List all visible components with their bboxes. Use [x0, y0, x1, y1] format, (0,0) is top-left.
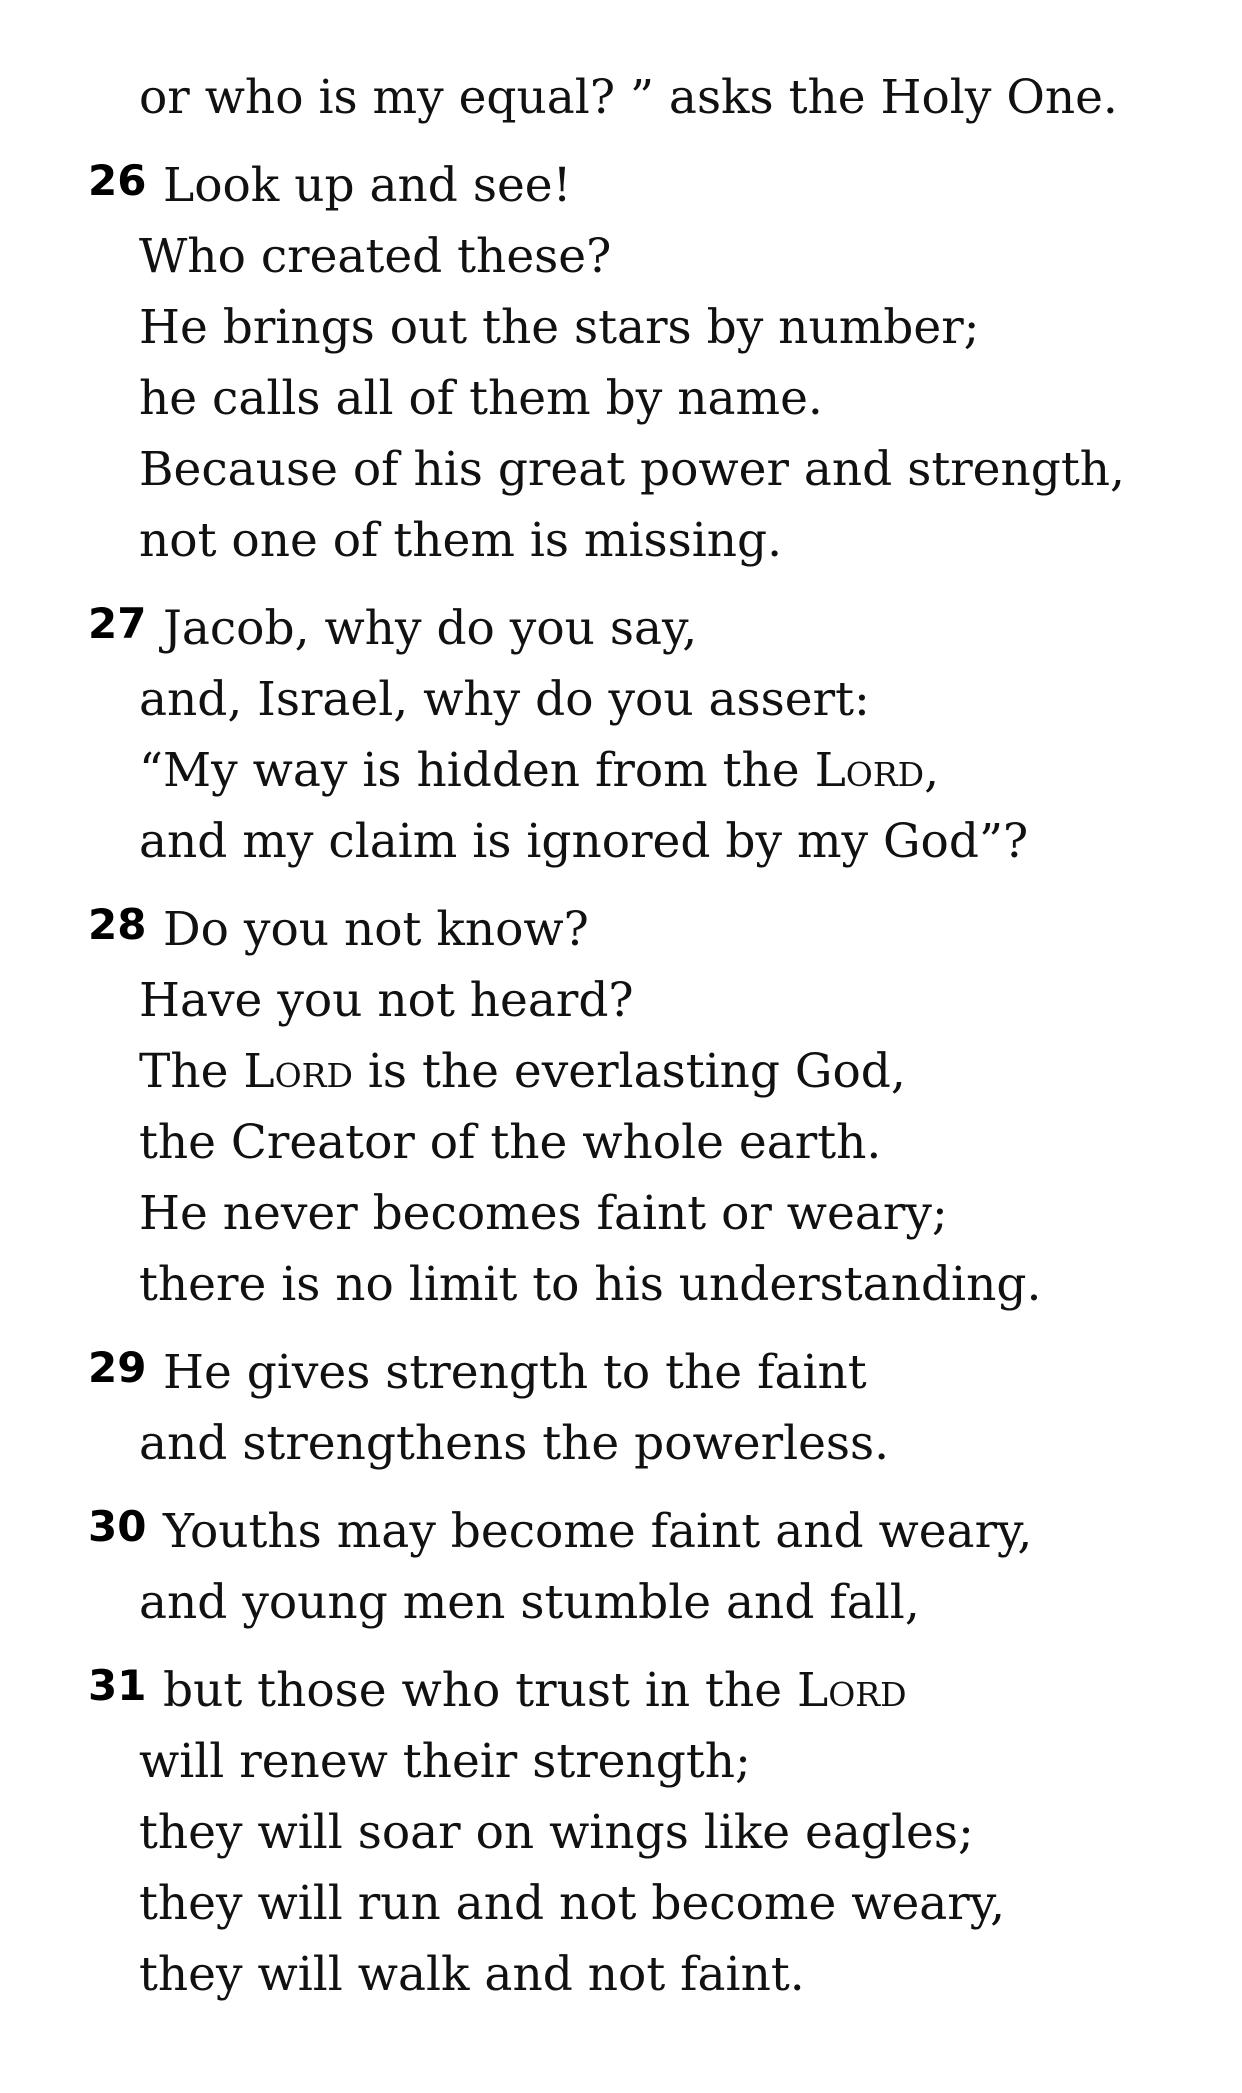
verse-line-text: The	[139, 1044, 244, 1099]
verse-line	[0, 1655, 1242, 1726]
verse-line: and my claim is ignored by my God”?	[139, 814, 1029, 869]
verse-line: Do you not know?	[163, 902, 589, 957]
verse-line: they will run and not become weary,	[139, 1876, 1006, 1931]
verse-line-text: is the everlasting God,	[352, 1044, 906, 1099]
verse-line: Look up and see!	[163, 158, 572, 213]
verse-number: 27	[88, 599, 147, 648]
lord-small-caps: Lord	[243, 1044, 353, 1099]
verse-30	[0, 1496, 1242, 1638]
verse-line: Who created these?	[139, 229, 612, 284]
verse-line: or who is my equal? ” asks the Holy One.	[139, 70, 1118, 125]
verse-line: Youths may become faint and weary,	[163, 1504, 1033, 1559]
verse-line: He never becomes faint or weary;	[139, 1186, 948, 1241]
verse-line: they will walk and not faint.	[139, 1947, 805, 2002]
verse-line: and strengthens the powerless.	[139, 1416, 890, 1471]
verse-26	[0, 150, 1242, 576]
verse-line-text: ,	[924, 743, 940, 798]
verse-number: 26	[88, 156, 147, 205]
lord-small-caps: Lord	[814, 743, 925, 798]
verse-line: and, Israel, why do you assert:	[139, 672, 870, 727]
verse-number: 30	[88, 1502, 147, 1551]
verse-line: will renew their strength;	[139, 1734, 751, 1789]
verse-line: Have you not heard?	[139, 973, 634, 1028]
verse-27	[0, 593, 1242, 877]
verse-28	[0, 894, 1242, 1320]
verse-number: 28	[88, 900, 147, 949]
scripture-passage	[0, 62, 1242, 2010]
verse-line: not one of them is missing.	[139, 513, 783, 568]
verse-line: there is no limit to his understanding.	[139, 1257, 1042, 1312]
verse-line: Because of his great power and strength,	[139, 442, 1125, 497]
lord-small-caps: Lord	[796, 1663, 907, 1718]
verse-line: the Creator of the whole earth.	[139, 1115, 882, 1170]
verse-line: they will soar on wings like eagles;	[139, 1805, 974, 1860]
verse-line	[0, 735, 1242, 806]
verse-line-text: but those who trust in the	[163, 1663, 797, 1718]
verse-line-text: “My way is hidden from the	[139, 743, 815, 798]
verse-line	[0, 1036, 1242, 1107]
verse-line: Jacob, why do you say,	[163, 601, 698, 656]
verse-line: he calls all of them by name.	[139, 371, 823, 426]
verse-line: and young men stumble and fall,	[139, 1575, 920, 1630]
verse-line: He brings out the stars by number;	[139, 300, 980, 355]
verse-29	[0, 1337, 1242, 1479]
verse-line: He gives strength to the faint	[163, 1345, 867, 1400]
verse-31	[0, 1655, 1242, 2010]
verse-number: 29	[88, 1343, 147, 1392]
verse-number: 31	[88, 1661, 147, 1710]
